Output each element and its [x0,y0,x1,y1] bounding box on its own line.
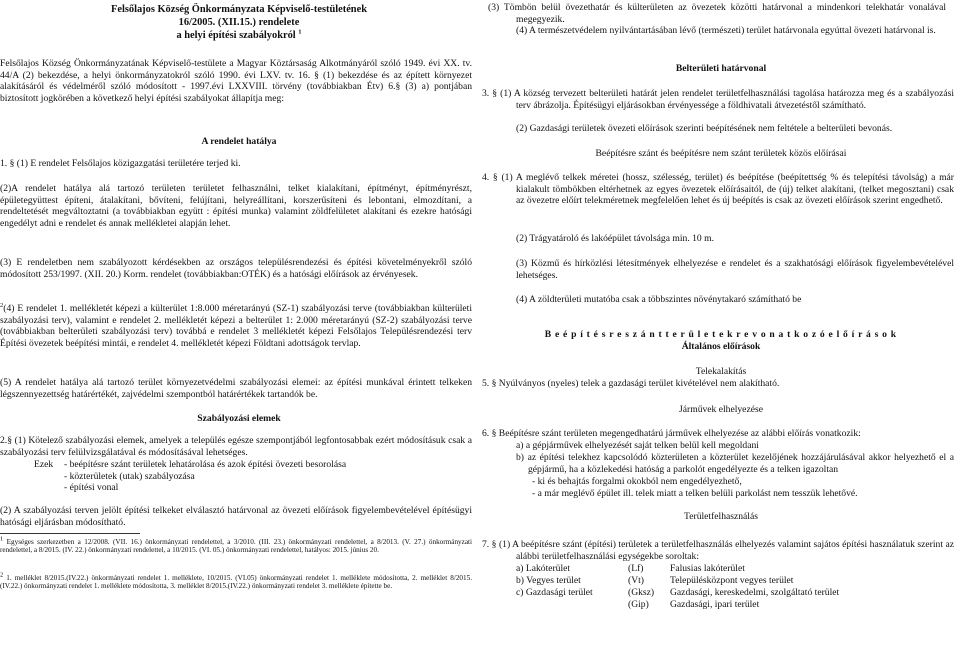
paragraph-1-4-text: (4) E rendelet 1. mellékletét képezi a külterület 1:8.000 méretarányú (SZ-1) szabályozási terve (továbbiakban külterületi szabályozási terv), valamint e rendelet 2. mellékletét képezi a belterület 1: 2.000 méretarányú (SZ-2) szabályozási terve (továbbiakban belterületi szabályozási terv) továbbá e rendelet 3 mellékletét képezi Felsőlajos Településrendezési terv Építési övezetek beépítési mintái, e rendelet 4. mellékletét képezi Földtani adottságok tervlap. [0,303,472,349]
section-heading-common: Beépítésre szánt és beépítésre nem szánt területek közös előírásai [595,148,847,159]
header-line-2: 16/2005. (XII.15.) rendelete [178,17,300,28]
landuse-label: c) Gazdasági terület [516,587,593,598]
paragraph-5: 5. § Nyúlványos (nyeles) telek a gazdasági terület kivételével nem alakítható. [482,378,780,389]
paragraph-6-b: b) az építési telekhez kapcsolódó közterületen a közterület kezelőjének hozzájárulásával akkor helyezhető el a gépjármű, ha a közlekedési hatóság a parkolót engedélyezte és a telken igazoltan [516,452,954,475]
landuse-code: (Lf) [628,563,644,574]
paragraph-7: 7. § (1) A beépítésre szánt (építési) területek a területfelhasználás elhelyezés valamint sajátos építési használatuk szerint az alábbi területfelhasználási egységekbe soroltak: [482,539,954,562]
landuse-desc: Falusias lakóterület [670,563,745,574]
landuse-code: (Gip) [628,599,649,610]
section-heading-plots: Telekalakítás [695,366,747,377]
list-mandatory-elements [34,459,464,494]
list-intro: Ezek [34,459,54,470]
landuse-row-1 [516,563,954,575]
paragraph-1-3-cont: (3) Tömbön belül övezethatár és külterületen az övezetek közötti határvonal a mindenkori telekhatár vonalával megegyezik. [488,2,946,25]
landuse-row-4 [516,599,954,611]
section-heading-general: Általános előírások [681,341,761,352]
landuse-label: b) Vegyes terület [516,575,581,586]
paragraph-1-3: (3) E rendeletben nem szabályozott kérdésekben az országos településrendezési és építési követelményekről szóló módosított 253/1997. (XII. 20.) Korm. rendelet (továbbiakban:OTÉK) és a hatósági előírások az érvényesek. [0,257,472,280]
footnote-ref-2[interactable]: 2 [0,301,4,309]
footnote-2-marker: 2 [0,571,4,579]
landuse-code: (Gksz) [628,587,655,598]
paragraph-2-1: 2.§ (1) Kötelező szabályozási elemek, amelyek a település egésze szempontjából legfontosabbak ezért módosításuk csak a szabályozási terv felülvizsgálatával és módosításával lehetséges. [0,435,472,458]
paragraph-3-2: (2) Gazdasági területek övezeti előírások szerinti beépítésének nem feltétele a belterületi bevonás. [516,123,893,134]
paragraph-6-b-1: - ki és behajtás forgalmi okokból nem engedélyezhető, [532,476,742,487]
footnote-1-text: Egységes szerkezetben a 12/2008. (VII. 16.) önkormányzati rendelettel, a 3/2010. (III. 23.) önkormányzati rendelettel, a 8/2013. (V. 27.) önkormányzati rendelettel, a 8/2015. (IV. 22.) önkormányzati rendelettel, a 10/2015. (VI. 05.) önkormányzati rendelettel, hatályos: 2015. június 20. [0,538,473,555]
section-heading-boundary: Belterületi határvonal [675,63,767,74]
footnote-ref-1[interactable]: 1 [298,28,302,36]
landuse-desc: Gazdasági, ipari terület [670,599,760,610]
landuse-row-2 [516,575,954,587]
landuse-label: a) Lakóterület [516,563,571,574]
section-heading-scope: A rendelet hatálya [201,136,277,147]
section-heading-parking: Járművek elhelyezése [679,404,763,415]
section-heading-buildable: B e é p í t é s r e s z á n t t e r ü l e t e k r e v o n a t k o z ó e l ő í r á s o k [544,329,898,340]
footnote-1-marker: 1 [0,535,4,543]
header-title: a helyi építési szabályokról [176,30,296,41]
paragraph-1-4-cont: (4) A természetvédelem nyilvántartásában lévő (természeti) terület határvonala egyúttal övezeti határvonal is. [516,25,936,36]
landuse-row-3 [516,587,954,599]
document-header [0,3,478,42]
paragraph-1-5: (5) A rendelet hatálya alá tartozó terület környezetvédelmi szabályozási elemei: az építési munkával érintett telkeken légszennyezettség határértékét, zajvédelmi szempontból határértékek tartandók be. [0,377,472,400]
footnote-2 [0,571,473,591]
paragraph-2-2: (2) A szabályozási terven jelölt építési telkeket elválasztó határvonal az övezeti előírások figyelembevételével építésügyi hatósági eljárásban módosítható. [0,505,472,528]
section-heading-elements: Szabályozási elemek [197,413,281,424]
paragraph-1-4 [0,303,472,349]
list-item-2: - közterületek (utak) szabályozása [64,470,195,482]
footnote-divider [0,533,140,534]
landuse-code: (Vt) [628,575,644,586]
list-item-1: - beépítésre szánt területek lehatárolása és azok építési övezeti besorolása [64,459,347,470]
header-line-3 [0,29,478,42]
landuse-desc: Településközpont vegyes terület [670,575,794,586]
list-item-3: - építési vonal [64,482,119,494]
paragraph-6-b-2: - a már meglévő épület ill. telek miatt a telken belüli parkolást nem tesszük lehetővé. [532,488,858,499]
paragraph-3-1: 3. § (1) A község tervezett belterületi határát jelen rendelet területfelhasználási tagolása határozza meg és a szabályozási terv ábrázolja. Építésügyi eljárásokban érvényessége a földhivatali átvezetéstől számítható. [482,88,954,111]
paragraph-1-2: (2)A rendelet hatálya alá tartozó területen területet felhasználni, telket kialakítani, építményt, építményrészt, épületegyüttest építeni, átalakítani, bővíteni, felújítani, helyreállítani, korszerűsíteni és lebontani, elmozdítani, a rendeltetését megváltoztatni (a továbbiakban együtt : építési munka) valamint zöldfelületet alakítani és ezekre hatósági engedélyt adni e rendelet és annak mellékletei alapján lehet. [0,183,472,229]
footnote-2-text: 1. melléklet 8/2015.(IV.22.) önkormányzati rendelet 1. melléklete, 10/2015. (VI.05) önkormányzati rendelet 1. melléklete módosította, 2. melléklet 8/2015.(IV.22.) önkormányzati rendelet 1. melléklete módosította, 3. melléklet 8/2015.(IV.22.) önkormányzati rendelet 3. melléklete építette be. [0,574,473,591]
paragraph-6-a: a) a gépjárművek elhelyezését saját telken belül kell megoldani [516,440,759,451]
paragraph-4-4: (4) A zöldterületi mutatóba csak a többszintes növénytakaró számítható be [516,294,802,305]
landuse-desc: Gazdasági, kereskedelmi, szolgáltató terület [670,587,840,598]
paragraph-4-2: (2) Trágyatároló és lakóépület távolsága min. 10 m. [516,233,714,244]
header-line-1: Felsőlajos Község Önkormányzata Képviselő-testületének [111,4,367,15]
paragraph-4-3: (3) Közmű és hírközlési létesítmények elhelyezése e rendelet és a szakhatósági előírások figyelembevételével lehetséges. [516,258,954,281]
section-heading-landuse: Területfelhasználás [684,511,758,522]
footnote-1 [0,535,473,555]
paragraph-6: 6. § Beépítésre szánt területen megengedhatárú járművek elhelyezése az alábbi előírás vonatkozik: [482,428,861,439]
paragraph-4-1: 4. § (1) A meglévő telkek méretei (hossz, szélesség, terület) és beépítése (beépítettség % és telepítési távolság) a már kialakult tömbökben eltérhetnek az egyes övezetek előírásaitól, de (új) telket alakítani, (telket megosztani) csak az övezetre előírt telekméretnek megfelelően lehet és új beépítés is csak az övezeti előírások szerint engedhető. [482,172,954,207]
preamble: Felsőlajos Község Önkormányzatának Képviselő-testülete a Magyar Köztársaság Alkotmányáról szóló 1949. évi XX. tv. 44/A (2) bekezdése, a helyi önkormányzatokról szóló 1990. évi LXV. tv. 16. § (1) bekezdése és az épített környezet alakításáról és védelméről szóló módosított - 1997.évi LXXVIII. törvény (továbbiakban Étv) 6.§ (3) a) pontjában biztosított jogkörében a következő helyi építési szabályokat állapítja meg: [0,58,472,104]
paragraph-1-1: 1. § (1) E rendelet Felsőlajos közigazgatási területére terjed ki. [0,158,241,169]
